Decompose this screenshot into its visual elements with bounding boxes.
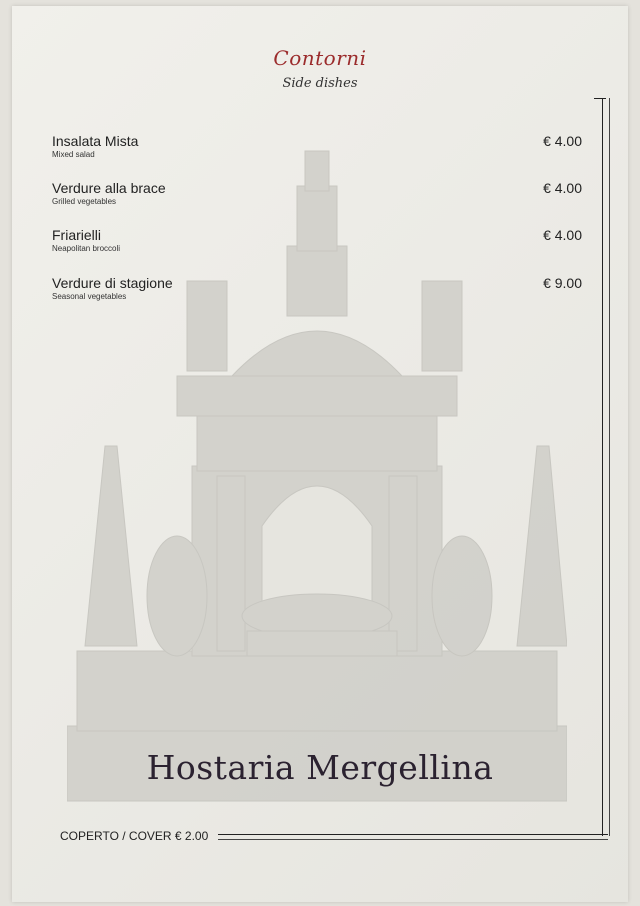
item-price: € 9.00 — [543, 275, 582, 291]
section-subtitle: Side dishes — [282, 76, 358, 91]
item-name: Friarielli — [52, 227, 101, 243]
item-translation: Grilled vegetables — [52, 197, 117, 206]
item-translation: Mixed salad — [52, 150, 95, 159]
item-price: € 4.00 — [543, 133, 582, 149]
menu-item — [52, 227, 582, 253]
item-name: Verdure di stagione — [52, 275, 173, 291]
frame-line — [218, 834, 608, 840]
cover-charge: COPERTO / COVER € 2.00 — [60, 829, 209, 843]
menu-item — [52, 133, 582, 159]
menu-item — [52, 275, 582, 301]
item-translation: Seasonal vegetables — [52, 292, 127, 301]
section-title: Contorni — [273, 46, 367, 70]
frame-line — [602, 98, 610, 836]
item-name: Verdure alla brace — [52, 180, 166, 196]
menu-page — [12, 6, 628, 902]
item-price: € 4.00 — [543, 227, 582, 243]
item-translation: Neapolitan broccoli — [52, 244, 121, 253]
item-price: € 4.00 — [543, 180, 582, 196]
item-name: Insalata Mista — [52, 133, 139, 149]
menu-item — [52, 180, 582, 206]
restaurant-name: Hostaria Mergellina — [146, 748, 494, 787]
